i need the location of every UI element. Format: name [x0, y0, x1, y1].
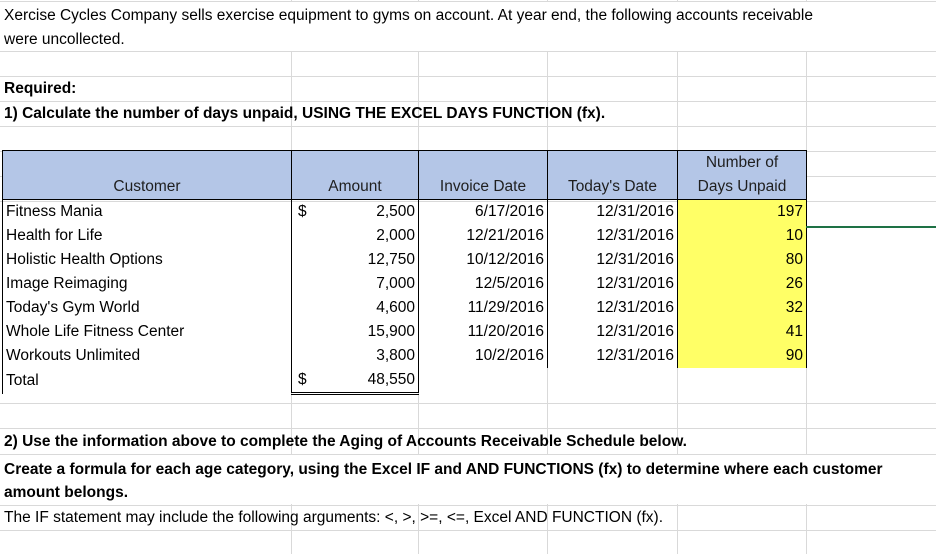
amount-value: 3,800	[376, 347, 415, 364]
amount-value: 7,000	[376, 275, 415, 292]
days-unpaid-cell[interactable]	[678, 344, 807, 368]
accounts-receivable-table	[2, 150, 807, 395]
invoice-date-value: 11/20/2016	[467, 323, 544, 340]
invoice-date-value: 12/5/2016	[475, 275, 544, 292]
invoice-date-cell[interactable]	[419, 224, 548, 248]
header-amount[interactable]: Amount	[292, 175, 419, 200]
table-row	[3, 320, 807, 344]
customer-cell[interactable]	[3, 296, 292, 320]
amount-cell[interactable]	[292, 344, 419, 368]
amount-value: 2,500	[376, 203, 415, 220]
customer-value: Today's Gym World	[6, 299, 140, 316]
customer-value: Workouts Unlimited	[6, 347, 141, 364]
amount-value: 12,750	[367, 251, 415, 268]
amount-cell[interactable]	[292, 296, 419, 320]
invoice-date-value: 10/12/2016	[466, 251, 544, 268]
amount-value: 2,000	[376, 227, 415, 244]
todays-date-value: 12/31/2016	[596, 203, 674, 220]
amount-cell[interactable]	[292, 224, 419, 248]
intro-line-1: Xercise Cycles Company sells exercise equipment to gyms on account. At year end, the following accounts receivable	[4, 7, 813, 24]
invoice-date-value: 10/2/2016	[475, 347, 544, 364]
total-label: Total	[6, 371, 39, 389]
total-label-cell[interactable]	[3, 368, 292, 394]
amount-cell[interactable]	[292, 200, 419, 225]
customer-cell[interactable]	[3, 272, 292, 296]
if-arguments-note: The IF statement may include the following arguments: <, >, >=, <=, Excel AND FUNCTION (fx).	[4, 509, 664, 526]
currency-symbol: $	[298, 203, 307, 220]
invoice-date-cell[interactable]	[419, 248, 548, 272]
invoice-date-cell[interactable]	[419, 344, 548, 368]
todays-date-value: 12/31/2016	[596, 251, 674, 268]
customer-value: Image Reimaging	[6, 275, 128, 292]
formula-instruction-line-1: Create a formula for each age category, using the Excel IF and AND FUNCTIONS (fx) to determine where each customer	[4, 461, 883, 478]
days-unpaid-value: 90	[785, 347, 803, 364]
todays-date-value: 12/31/2016	[596, 275, 674, 292]
customer-cell[interactable]	[3, 248, 292, 272]
total-currency: $	[298, 371, 307, 388]
header-invoice-top	[419, 151, 548, 176]
invoice-date-cell[interactable]	[419, 296, 548, 320]
invoice-date-cell[interactable]	[419, 272, 548, 296]
table-row	[3, 296, 807, 320]
days-unpaid-cell[interactable]	[678, 296, 807, 320]
customer-cell[interactable]	[3, 224, 292, 248]
todays-date-cell[interactable]	[548, 344, 678, 368]
days-unpaid-cell[interactable]	[678, 272, 807, 296]
invoice-date-cell[interactable]	[419, 200, 548, 225]
table-row	[3, 248, 807, 272]
todays-date-value: 12/31/2016	[596, 347, 674, 364]
todays-date-cell[interactable]	[548, 320, 678, 344]
customer-value: Health for Life	[6, 227, 103, 244]
customer-cell[interactable]	[3, 320, 292, 344]
days-unpaid-value: 10	[785, 227, 803, 244]
days-unpaid-value: 197	[777, 203, 803, 220]
days-unpaid-cell[interactable]	[678, 248, 807, 272]
customer-value: Whole Life Fitness Center	[6, 323, 185, 340]
amount-value: 15,900	[367, 323, 415, 340]
intro-line-2: were uncollected.	[4, 31, 125, 48]
todays-date-cell[interactable]	[548, 296, 678, 320]
amount-cell[interactable]	[292, 272, 419, 296]
header-today-top	[548, 151, 678, 176]
todays-date-cell[interactable]	[548, 248, 678, 272]
customer-value: Holistic Health Options	[6, 251, 163, 268]
todays-date-value: 12/31/2016	[596, 323, 674, 340]
amount-cell[interactable]	[292, 320, 419, 344]
header-amount-top	[292, 151, 419, 176]
days-unpaid-cell[interactable]	[678, 224, 807, 248]
days-unpaid-cell[interactable]	[678, 320, 807, 344]
header-days-unpaid[interactable]: Days Unpaid	[678, 175, 807, 200]
customer-cell[interactable]	[3, 200, 292, 225]
table-row	[3, 224, 807, 248]
days-unpaid-value: 32	[785, 299, 803, 316]
invoice-date-cell[interactable]	[419, 320, 548, 344]
days-unpaid-value: 26	[785, 275, 803, 292]
days-unpaid-cell[interactable]	[678, 200, 807, 225]
todays-date-cell[interactable]	[548, 272, 678, 296]
table-row	[3, 200, 807, 225]
formula-instruction-line-2: amount belongs.	[4, 484, 128, 501]
header-days-line1[interactable]: Number of	[678, 151, 807, 176]
todays-date-value: 12/31/2016	[596, 227, 674, 244]
required-heading: Required:	[4, 80, 77, 97]
invoice-date-value: 6/17/2016	[475, 203, 544, 220]
table-row	[3, 272, 807, 296]
amount-value: 4,600	[376, 299, 415, 316]
header-customer-top	[3, 151, 292, 176]
invoice-date-value: 11/29/2016	[467, 299, 544, 316]
customer-value: Fitness Mania	[6, 203, 103, 220]
header-customer[interactable]: Customer	[3, 175, 292, 200]
question-1: 1) Calculate the number of days unpaid, USING THE EXCEL DAYS FUNCTION (fx).	[4, 105, 606, 122]
total-amount-cell[interactable]	[292, 368, 419, 394]
amount-cell[interactable]	[292, 248, 419, 272]
header-todays-date[interactable]: Today's Date	[548, 175, 678, 200]
invoice-date-value: 12/21/2016	[466, 227, 544, 244]
total-amount: 48,550	[367, 371, 415, 388]
todays-date-cell[interactable]	[548, 200, 678, 225]
customer-cell[interactable]	[3, 344, 292, 368]
header-invoice-date[interactable]: Invoice Date	[419, 175, 548, 200]
days-unpaid-value: 41	[785, 323, 803, 340]
days-unpaid-value: 80	[785, 251, 803, 268]
todays-date-value: 12/31/2016	[596, 299, 674, 316]
active-cell-indicator	[806, 226, 936, 228]
todays-date-cell[interactable]	[548, 224, 678, 248]
question-2: 2) Use the information above to complete the Aging of Accounts Receivable Schedule below.	[4, 433, 687, 450]
table-row	[3, 344, 807, 368]
